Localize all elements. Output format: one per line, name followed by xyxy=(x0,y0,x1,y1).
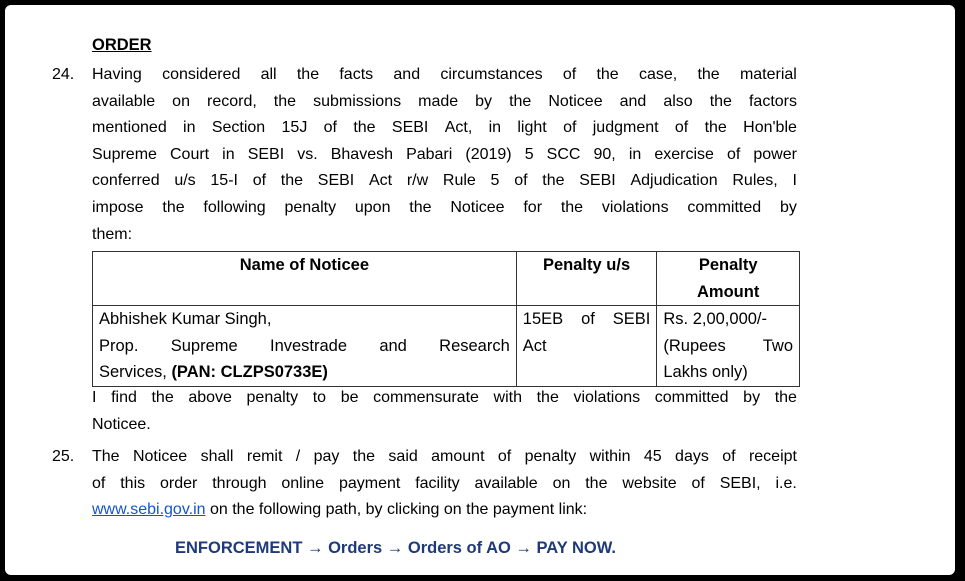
paragraph-25-line3 xyxy=(92,497,797,524)
paragraph-24-word: available xyxy=(92,92,156,110)
paragraph-24-word: the xyxy=(353,119,376,137)
finding-word: commensurate xyxy=(373,389,479,406)
paragraph-25-word: penalty xyxy=(524,448,577,465)
finding-word: by xyxy=(743,389,761,406)
finding-word: the xyxy=(536,389,559,406)
paragraph-24-word: light xyxy=(517,119,547,137)
paragraph-25-word: 45 xyxy=(643,448,662,465)
paragraph-24-word: case, xyxy=(638,66,678,83)
paragraph-24-word: vs. xyxy=(297,145,318,163)
paragraph-24-word: Rule xyxy=(442,172,476,190)
paragraph-24-word: by xyxy=(779,198,797,216)
noticee-name-word: Investrade xyxy=(269,336,348,355)
paragraph-25-word: said xyxy=(388,448,418,465)
paragraph-24-word: the xyxy=(280,172,304,190)
paragraph-24-word: following xyxy=(203,198,266,216)
paragraph-24-word: the xyxy=(296,66,320,83)
paragraph-24-word: submissions xyxy=(313,92,402,110)
finding-word: above xyxy=(188,389,232,406)
noticee-pan: (PAN: CLZPS0733E) xyxy=(171,363,328,382)
paragraph-24-word: Noticee xyxy=(548,92,603,110)
paragraph-24-word: of xyxy=(252,172,267,190)
paragraph-24-word: factors xyxy=(748,92,797,110)
paragraph-24-word: power xyxy=(753,145,797,163)
finding-paragraph-body xyxy=(92,385,797,438)
paragraph-24-word: Having xyxy=(92,66,142,83)
paragraph-24-word: r/w xyxy=(406,172,429,190)
paragraph-25-line2 xyxy=(92,471,797,498)
paragraph-24-word: 5 xyxy=(524,145,534,163)
paragraph-25-word: pay xyxy=(313,448,340,465)
penalty-us-word: SEBI xyxy=(612,310,651,329)
penalty-amount-word: (Rupees xyxy=(663,336,726,355)
document-page xyxy=(5,5,955,575)
paragraph-24-word: the xyxy=(560,198,584,216)
paragraph-25-word: the xyxy=(585,474,608,492)
paragraph-24-word: the xyxy=(509,92,532,110)
paragraph-24-line xyxy=(92,62,797,89)
order-heading: ORDER xyxy=(92,36,152,54)
table-header-row xyxy=(93,252,800,306)
paragraph-24-word: (2019) xyxy=(465,145,512,163)
paragraph-24-word: SEBI xyxy=(247,145,285,163)
paragraph-25-word: within xyxy=(589,448,631,465)
paragraph-25-word: of xyxy=(497,448,512,465)
paragraph-25-word: / xyxy=(295,448,301,465)
finding-word: the xyxy=(151,389,174,406)
paragraph-24-word: upon xyxy=(354,198,391,216)
paragraph-24-word: SEBI xyxy=(317,172,355,190)
paragraph-25-word: payment xyxy=(338,474,401,492)
paragraph-24-word: Act xyxy=(368,172,393,190)
paragraph-24-word: 15J xyxy=(281,119,308,137)
penalty-us-word: of xyxy=(581,310,595,329)
finding-word: find xyxy=(111,389,137,406)
paragraph-24 xyxy=(52,62,797,248)
noticee-name-line2 xyxy=(99,333,510,360)
paragraph-24-word: facts xyxy=(339,66,374,83)
paragraph-24-word: 5 xyxy=(490,172,500,190)
paragraph-24-word: Court xyxy=(169,145,210,163)
paragraph-24-word: Act, xyxy=(444,119,473,137)
penalty-amount-line1: Rs. 2,00,000/- xyxy=(663,310,767,329)
paragraph-24-word: 90, xyxy=(593,145,616,163)
paragraph-24-word: of xyxy=(563,119,577,137)
finding-word: committed xyxy=(654,389,729,406)
finding-word: penalty xyxy=(246,389,299,406)
paragraph-24-word: for xyxy=(523,198,543,216)
noticee-name-word: Research xyxy=(439,336,510,355)
paragraph-24-word: SEBI xyxy=(579,172,616,190)
finding-word: be xyxy=(340,389,359,406)
paragraph-24-word: the xyxy=(697,66,720,83)
paragraph-24-line xyxy=(92,168,797,195)
paragraph-24-word: considered xyxy=(162,66,241,83)
paragraph-24-word: Supreme xyxy=(92,145,157,163)
paragraph-24-word: all xyxy=(260,66,277,83)
header-name-of-noticee: Name of Noticee xyxy=(93,252,517,306)
paragraph-24-word: the xyxy=(709,92,732,110)
paragraph-25-word: shall xyxy=(200,448,234,465)
finding-word: I xyxy=(92,389,97,406)
paragraph-25 xyxy=(52,444,797,524)
paragraph-25-word: facility xyxy=(415,474,460,492)
table-row xyxy=(93,306,800,387)
paragraph-24-word: them: xyxy=(92,225,133,243)
paragraph-24-word: Hon'ble xyxy=(743,119,797,137)
paragraph-24-word: the xyxy=(704,119,727,137)
penalty-amount-line3: Lakhs only) xyxy=(663,363,748,382)
paragraph-24-word: violations xyxy=(601,198,669,216)
noticee-name-line1: Abhishek Kumar Singh, xyxy=(99,310,272,329)
noticee-name-line3-prefix: Services, xyxy=(99,363,172,382)
cell-penalty-amount xyxy=(657,306,800,387)
noticee-name-word: Supreme xyxy=(170,336,238,355)
paragraph-24-word: judgment xyxy=(592,119,659,137)
paragraph-24-word: and xyxy=(393,66,421,83)
header-penalty-us: Penalty u/s xyxy=(516,252,657,306)
cell-penalty-us xyxy=(516,306,657,387)
paragraph-25-word: through xyxy=(212,474,267,492)
paragraph-24-word: of xyxy=(562,66,577,83)
paragraph-24-word: mentioned xyxy=(92,119,167,137)
penalty-us-line2: Act xyxy=(522,336,547,355)
paragraph-24-word: material xyxy=(739,66,797,83)
header-penalty-amount xyxy=(657,252,800,306)
finding-word: violations xyxy=(573,389,641,406)
paragraph-25-word: website xyxy=(622,474,677,492)
paragraph-24-word: of xyxy=(514,172,528,190)
sebi-website-link[interactable]: www.sebi.gov.in xyxy=(92,501,206,519)
paragraph-24-word: in xyxy=(222,145,235,163)
noticee-name-word: Prop. xyxy=(99,336,139,355)
paragraph-24-word: made xyxy=(418,92,459,110)
noticee-name-word: and xyxy=(379,336,407,355)
paragraph-24-word: on xyxy=(172,92,190,110)
paragraph-24-word: I xyxy=(792,172,797,190)
penalty-us-word: 15EB xyxy=(522,310,564,329)
paragraph-24-word: the xyxy=(273,92,297,110)
paragraph-24-word: of xyxy=(726,145,741,163)
paragraph-24-body xyxy=(92,62,797,248)
paragraph-24-word: of xyxy=(323,119,337,137)
paragraph-24-word: circumstances xyxy=(440,66,543,83)
paragraph-24-word: impose xyxy=(92,198,144,216)
paragraph-24-word: the xyxy=(162,198,185,216)
paragraph-24-word: the xyxy=(596,66,619,83)
paragraph-25-word: of xyxy=(691,474,705,492)
paragraph-25-word: The xyxy=(92,448,120,465)
paragraph-25-word: of xyxy=(722,448,736,465)
paragraph-24-word: Rules, xyxy=(732,172,778,190)
paragraph-25-word: days xyxy=(675,448,709,465)
paragraph-24-line xyxy=(92,89,797,116)
finding-word: with xyxy=(493,389,522,406)
paragraph-24-line xyxy=(92,142,797,169)
paragraph-25-word: remit xyxy=(246,448,283,465)
paragraph-24-word: by xyxy=(475,92,493,110)
paragraph-24-word: of xyxy=(674,119,689,137)
penalty-table xyxy=(92,251,800,387)
paragraph-25-word: Noticee xyxy=(132,448,188,465)
paragraph-24-line xyxy=(92,195,797,222)
paragraph-25-word: online xyxy=(281,474,325,492)
paragraph-24-line xyxy=(92,222,797,249)
paragraph-25-word: this xyxy=(120,474,146,492)
paragraph-24-word: u/s xyxy=(174,172,196,190)
paragraph-24-word: and xyxy=(619,92,647,110)
paragraph-24-word: Bhavesh xyxy=(330,145,393,163)
paragraph-24-word: the xyxy=(409,198,432,216)
paragraph-24-word: record, xyxy=(206,92,257,110)
paragraph-24-word: committed xyxy=(687,198,762,216)
paragraph-25-word: available xyxy=(474,474,538,492)
finding-word: the xyxy=(774,389,797,406)
enforcement-path[interactable]: ENFORCEMENT → Orders → Orders of AO → PAY NOW. xyxy=(175,539,616,557)
penalty-us-line1 xyxy=(523,306,651,333)
paragraph-number: 25. xyxy=(52,448,75,465)
paragraph-number: 24. xyxy=(52,66,75,83)
paragraph-24-word: the xyxy=(542,172,565,190)
paragraph-25-word: on xyxy=(552,474,571,492)
paragraph-24-word: also xyxy=(663,92,693,110)
paragraph-25-word: i.e. xyxy=(775,474,797,492)
paragraph-24-word: Adjudication xyxy=(630,172,718,190)
header-penalty-amount-line1: Penalty xyxy=(698,256,758,274)
paragraph-25-word: SEBI, xyxy=(719,474,761,492)
noticee-name-line3 xyxy=(99,359,510,386)
finding-paragraph xyxy=(52,385,797,438)
paragraph-25-line3-rest: on the following path, by clicking on the payment link: xyxy=(205,501,588,519)
paragraph-24-word: penalty xyxy=(284,198,337,216)
finding-line1 xyxy=(92,385,797,412)
header-penalty-amount-line2: Amount xyxy=(697,282,760,301)
paragraph-24-word: exercise xyxy=(654,145,714,163)
paragraph-25-word: the xyxy=(352,448,376,465)
paragraph-25-line1 xyxy=(92,444,797,471)
finding-line2: Noticee. xyxy=(92,415,151,433)
cell-noticee-name xyxy=(93,306,517,387)
paragraph-24-word: SCC xyxy=(546,145,581,163)
paragraph-24-word: in xyxy=(183,119,196,137)
paragraph-24-word: Pabari xyxy=(406,145,453,163)
paragraph-25-word: of xyxy=(92,474,106,492)
paragraph-24-word: Section xyxy=(211,119,266,137)
paragraph-25-word: amount xyxy=(431,448,485,465)
paragraph-24-word: conferred xyxy=(92,172,160,190)
paragraph-24-word: in xyxy=(488,119,502,137)
paragraph-24-word: SEBI xyxy=(391,119,429,137)
paragraph-24-word: Noticee xyxy=(450,198,505,216)
paragraph-25-word: order xyxy=(160,474,198,492)
paragraph-25-word: receipt xyxy=(748,448,797,465)
paragraph-24-line xyxy=(92,115,797,142)
paragraph-25-body xyxy=(92,444,797,524)
paragraph-24-word: in xyxy=(628,145,642,163)
paragraph-24-word: 15-I xyxy=(210,172,238,190)
finding-word: to xyxy=(312,389,327,406)
penalty-amount-line2 xyxy=(663,333,793,360)
penalty-amount-word: Two xyxy=(762,336,793,355)
